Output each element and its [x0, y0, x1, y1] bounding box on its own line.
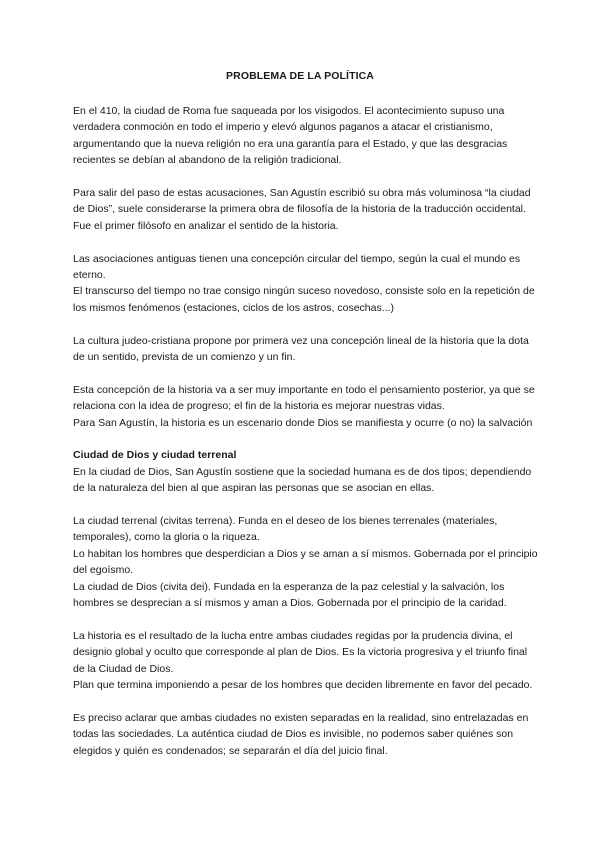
- section-heading: Ciudad de Dios y ciudad terrenal: [73, 449, 237, 462]
- document-title: PROBLEMA DE LA POLÍTICA: [226, 70, 374, 82]
- paragraph-3b: El transcurso del tiempo no trae consigo ningún suceso novedoso, consiste solo en la repetición de los mismos fenómenos (estaciones, ciclos de los astros, cosechas...): [73, 285, 535, 314]
- document-body: [73, 103, 538, 776]
- paragraph-2a: Para salir del paso de estas acusaciones, San Agustín escribió su obra más voluminosa “la ciudad de Dios”, suele considerarse la primera obra de filosofía de la historia de la traducción occidental.: [73, 187, 531, 216]
- paragraph-3a: Las asociaciones antiguas tienen una concepción circular del tiempo, según la cual el mundo es eterno.: [73, 252, 521, 282]
- paragraph-5a: Esta concepción de la historia va a ser muy importante en todo el pensamiento posterior, ya que se relaciona con la idea de progreso; el fin de la historia es mejorar nuestras vidas.: [73, 383, 535, 413]
- paragraph-2b: Fue el primer filósofo en analizar el sentido de la historia.: [73, 219, 339, 232]
- paragraph-6: En la ciudad de Dios, San Agustín sostiene que la sociedad humana es de dos tipos; dependiendo de la naturaleza del bien al que aspiran las personas que se asocian en ellas.: [73, 465, 532, 495]
- paragraph-8a: La historia es el resultado de la lucha entre ambas ciudades regidas por la prudencia divina, el designio global y oculto que corresponde al plan de Dios. Es la victoria progresiva y el triunfo final de la Ciudad de Dios.: [73, 629, 528, 675]
- paragraph-7a: La ciudad terrenal (civitas terrena). Funda en el deseo de los bienes terrenales (materiales, temporales), como la gloria o la riqueza.: [73, 515, 498, 544]
- paragraph-7b: Lo habitan los hombres que desperdician a Dios y se aman a sí mismos. Gobernada por el principio del egoísmo.: [73, 547, 538, 577]
- paragraph-1: En el 410, la ciudad de Roma fue saqueada por los visigodos. El acontecimiento supuso una verdadera conmoción en todo el imperio y elevó algunos paganos a atacar el cristianismo, argumentando que la nueva religión no era una garantía para el Estado, y que las desgracias recientes se debían al abandono de la religión tradicional.: [73, 105, 508, 167]
- paragraph-9: Es preciso aclarar que ambas ciudades no existen separadas en la realidad, sino entrelazadas en todas las sociedades. La auténtica ciudad de Dios es invisible, no podemos saber quiénes son elegidos y quién es condenados; se separarán el día del juicio final.: [73, 711, 529, 757]
- paragraph-7c: La ciudad de Dios (civita dei). Fundada en la esperanza de la paz celestial y la salvación, los hombres se desprecian a sí mismos y aman a Dios. Gobernada por el principio de la caridad.: [73, 580, 507, 610]
- paragraph-8b: Plan que termina imponiendo a pesar de los hombres que deciden libremente en favor del pecado.: [73, 679, 533, 692]
- paragraph-5b: Para San Agustín, la historia es un escenario donde Dios se manifiesta y ocurre (o no) la salvación: [73, 416, 533, 429]
- paragraph-4: La cultura judeo-cristiana propone por primera vez una concepción lineal de la historia que la dota de un sentido, prevista de un comienzo y un fin.: [73, 334, 529, 364]
